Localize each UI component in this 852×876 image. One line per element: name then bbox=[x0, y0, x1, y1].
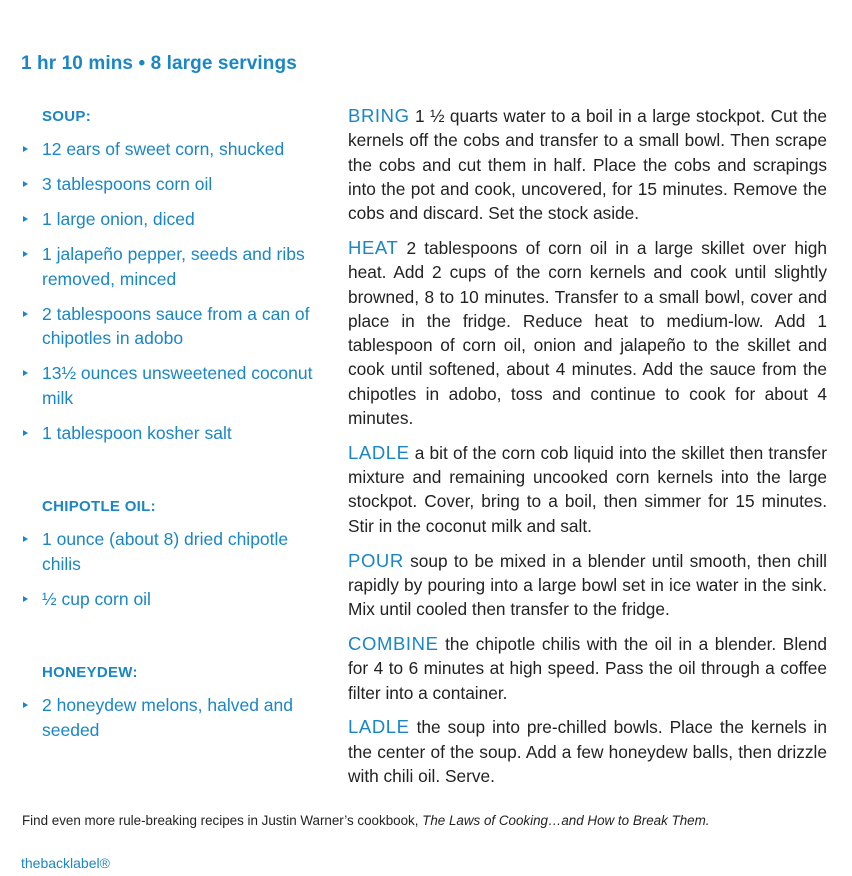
ingredient-item bbox=[22, 137, 322, 162]
honeydew-ingredient-list bbox=[22, 693, 322, 742]
triangle-bullet-icon bbox=[23, 596, 28, 602]
section-title-honeydew: HONEYDEW: bbox=[42, 664, 138, 681]
direction-step bbox=[348, 236, 827, 430]
soup-ingredient-list bbox=[22, 137, 322, 445]
ingredient-text: 12 ears of sweet corn, shucked bbox=[42, 139, 285, 159]
ingredient-item bbox=[22, 421, 322, 446]
recipe-meta: 1 hr 10 mins • 8 large servings bbox=[21, 53, 297, 74]
book-title: The Laws of Cooking…and How to Break Them. bbox=[422, 813, 710, 828]
triangle-bullet-icon bbox=[23, 311, 28, 317]
ingredients-column bbox=[22, 105, 322, 753]
ingredient-text: ½ cup corn oil bbox=[42, 588, 151, 609]
direction-step bbox=[348, 632, 827, 705]
ingredient-text: 3 tablespoons corn oil bbox=[42, 174, 213, 194]
ingredient-item bbox=[22, 172, 322, 197]
ingredient-text: 1 ounce (about 8) dried chipotle chilis bbox=[42, 529, 289, 574]
ingredient-text: 1 large onion, diced bbox=[42, 209, 195, 229]
section-title-soup: SOUP: bbox=[42, 108, 92, 125]
step-text: a bit of the corn cob liquid into the skillet then transfer mixture and remaining uncooked corn kernels into the large stockpot. Cover, bring to a boil, then simmer for 15 minutes. Stir in the coconut milk and salt. bbox=[348, 442, 827, 536]
chipotle-oil-ingredient-list bbox=[22, 527, 322, 611]
brand-logo-text[interactable]: thebacklabel® bbox=[21, 855, 110, 871]
step-verb: LADLE bbox=[348, 716, 410, 738]
footer-note-text: Find even more rule-breaking recipes in Justin Warner’s cookbook, bbox=[22, 813, 423, 828]
section-title-chipotle-oil: CHIPOTLE OIL: bbox=[42, 498, 156, 515]
ingredient-item bbox=[22, 587, 322, 612]
triangle-bullet-icon bbox=[23, 181, 28, 187]
triangle-bullet-icon bbox=[23, 536, 28, 542]
ingredient-item bbox=[22, 242, 322, 291]
triangle-bullet-icon bbox=[23, 702, 28, 708]
ingredient-text: 13½ ounces unsweetened coconut milk bbox=[42, 363, 313, 408]
direction-step bbox=[348, 549, 827, 622]
step-text: the chipotle chilis with the oil in a blender. Blend for 4 to 6 minutes at high speed. Pass the oil through a coffee filter into a container. bbox=[348, 633, 827, 703]
direction-step bbox=[348, 441, 827, 538]
step-verb: HEAT bbox=[348, 236, 399, 258]
step-verb: LADLE bbox=[348, 441, 410, 463]
direction-step bbox=[348, 715, 827, 788]
step-verb: POUR bbox=[348, 549, 404, 571]
triangle-bullet-icon bbox=[23, 146, 28, 152]
triangle-bullet-icon bbox=[23, 251, 28, 257]
step-text: 2 tablespoons of corn oil in a large skillet over high heat. Add 2 cups of the corn kernels and cook until slightly browned, 8 to 10 minutes. Transfer to a small bowl, cover and place in the fridge. Reduce heat to medium-low. Add 1 tablespoon of corn oil, onion and jalapeño to the skillet and cook until softened, about 4 minutes. Add the sauce from the chipotles in adobo, toss and continue to cook for about 4 minutes. bbox=[348, 237, 827, 429]
step-text: soup to be mixed in a blender until smooth, then chill rapidly by pouring into a large bowl set in ice water in the sink. Mix until cooled then transfer to the fridge. bbox=[348, 550, 827, 620]
ingredient-item bbox=[22, 207, 322, 232]
step-text: the soup into pre-chilled bowls. Place the kernels in the center of the soup. Add a few honeydew balls, then drizzle with chili oil. Serve. bbox=[348, 717, 827, 786]
ingredient-text: 1 jalapeño pepper, seeds and ribs removed, minced bbox=[42, 244, 305, 289]
ingredient-item bbox=[22, 302, 322, 351]
ingredient-item bbox=[22, 361, 322, 410]
triangle-bullet-icon bbox=[23, 216, 28, 222]
ingredient-text: 2 tablespoons sauce from a can of chipotles in adobo bbox=[42, 303, 310, 348]
step-verb: COMBINE bbox=[348, 632, 439, 654]
step-text: 1 ½ quarts water to a boil in a large stockpot. Cut the kernels off the cobs and transfer to a small bowl. Then scrape the cobs and cut them in half. Place the cobs and scrapings into the pot and cook, uncovered, for 15 minutes. Remove the cobs and discard. Set the stock aside. bbox=[348, 106, 827, 224]
footer-note bbox=[22, 813, 709, 828]
ingredient-item bbox=[22, 693, 322, 742]
triangle-bullet-icon bbox=[23, 430, 28, 436]
ingredient-text: 2 honeydew melons, halved and seeded bbox=[42, 695, 294, 740]
triangle-bullet-icon bbox=[23, 370, 28, 376]
directions-column bbox=[348, 104, 827, 799]
step-verb: BRING bbox=[348, 105, 410, 126]
ingredient-item bbox=[22, 527, 322, 576]
ingredient-text: 1 tablespoon kosher salt bbox=[42, 422, 232, 443]
direction-step bbox=[348, 104, 827, 225]
